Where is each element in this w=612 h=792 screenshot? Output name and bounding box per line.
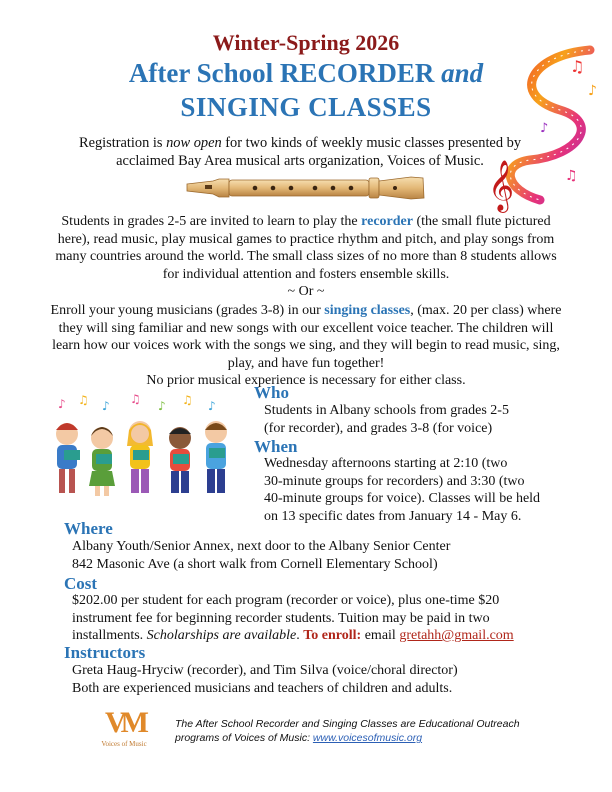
svg-text:♫: ♫ xyxy=(182,393,193,407)
footer-note xyxy=(175,717,575,745)
or-separator: ~ Or ~ xyxy=(287,284,325,299)
title-line-2: SINGING CLASSES xyxy=(180,92,432,122)
who-line-2: (for recorder), and grades 3-8 (for voice) xyxy=(264,420,493,436)
when-line-2: 30-minute groups for recorders) and 3:30 (two xyxy=(264,473,525,489)
enroll-text: email xyxy=(361,628,400,643)
intro-text-c: for two kinds of weekly music classes presented by acclaimed Bay Area musical arts organization, Voices of Music. xyxy=(116,135,522,169)
cost-installments: installments. xyxy=(72,628,147,643)
svg-text:♪: ♪ xyxy=(158,399,166,413)
intro-text-a: Registration is xyxy=(78,135,167,151)
intro-now-open: now open xyxy=(166,135,222,151)
who-line-1: Students in Albany schools from grades 2-5 xyxy=(264,403,509,418)
footer-line-2 xyxy=(175,731,575,745)
cost-heading: Cost xyxy=(64,574,98,593)
footer-programs-text: programs of Voices of Music: xyxy=(175,732,313,744)
cost-period: . xyxy=(296,628,304,643)
who-text xyxy=(264,402,584,437)
recorder-flute-image xyxy=(183,172,428,204)
logo-caption: Voices of Music xyxy=(101,740,147,748)
when-line-4: on 13 specific dates from January 14 - May 6. xyxy=(264,508,522,524)
svg-text:♪: ♪ xyxy=(102,399,110,413)
instructors-text xyxy=(72,662,572,697)
where-line-2: 842 Masonic Ave (a short walk from Cornell Elementary School) xyxy=(72,556,438,572)
cost-line-1: $202.00 per student for each program (recorder or voice), plus one-time $20 xyxy=(72,593,500,608)
singing-text-b: , (max. 20 per class) where they will sing familiar and new songs with our excellent voice teacher. The children will learn how our voices work with the songs we sing, and they will begin to read music, sing, play, and have fun together! xyxy=(52,303,562,371)
svg-text:♫: ♫ xyxy=(130,392,141,406)
svg-text:♫: ♫ xyxy=(78,393,89,407)
singing-highlight: singing classes xyxy=(324,303,411,318)
recorder-text-b: (the small flute pictured here), read music, play musical games to practice rhythm and pitch, and play songs from many countries around the world. The small class sizes of no more than 8 students allows for individual attention and fosters ensemble skills. xyxy=(55,214,557,282)
who-heading: Who xyxy=(254,383,289,402)
where-line-1: Albany Youth/Senior Annex, next door to the Albany Senior Center xyxy=(72,539,451,554)
music-ribbon-icon xyxy=(470,40,610,215)
singing-paragraph xyxy=(48,302,564,390)
svg-text:♪: ♪ xyxy=(58,397,66,411)
where-text xyxy=(72,538,572,573)
svg-text:♫: ♫ xyxy=(565,168,578,184)
enroll-email-link[interactable]: gretahh@gmail.com xyxy=(399,628,514,643)
recorder-paragraph xyxy=(52,213,560,283)
intro-paragraph xyxy=(60,134,540,170)
where-heading: Where xyxy=(64,519,113,538)
logo-letters: VM xyxy=(105,706,143,739)
instructors-line-1: Greta Haug-Hryciw (recorder), and Tim Silva (voice/choral director) xyxy=(72,663,458,678)
svg-text:♪: ♪ xyxy=(588,83,597,99)
scholarships-note: Scholarships are available xyxy=(146,628,297,643)
singing-text-c: No prior musical experience is necessary for either class. xyxy=(146,373,466,388)
singing-text-a: Enroll your young musicians (grades 3-8) in our xyxy=(50,303,325,318)
when-heading: When xyxy=(254,437,298,456)
svg-text:♪: ♪ xyxy=(540,121,549,136)
recorder-text-a: Students in grades 2-5 are invited to learn to play the xyxy=(61,214,362,229)
svg-text:𝄞: 𝄞 xyxy=(488,160,515,211)
svg-text:♫: ♫ xyxy=(570,57,585,76)
instructors-heading: Instructors xyxy=(64,643,146,662)
instructors-line-2: Both are experienced musicians and teachers of children and adults. xyxy=(72,680,453,696)
voices-of-music-logo xyxy=(98,706,150,752)
cost-line-3 xyxy=(72,627,572,645)
footer-line-1: The After School Recorder and Singing Classes are Educational Outreach xyxy=(175,718,520,730)
season-heading: Winter-Spring 2026 xyxy=(212,30,400,55)
cost-text xyxy=(72,592,572,645)
enroll-label: To enroll: xyxy=(303,628,362,643)
title-and: and xyxy=(441,58,484,88)
website-link[interactable]: www.voicesofmusic.org xyxy=(312,732,423,744)
children-singing-illustration xyxy=(40,388,240,508)
title-recorder: After School RECORDER xyxy=(128,58,442,88)
cost-line-2: instrument fee for beginning recorder students. Tuition may be paid in two xyxy=(72,610,490,626)
svg-text:♪: ♪ xyxy=(208,399,216,413)
recorder-highlight: recorder xyxy=(361,214,413,229)
when-line-1: Wednesday afternoons starting at 2:10 (two xyxy=(264,456,508,471)
when-line-3: 40-minute groups for voice). Classes will be held xyxy=(264,491,541,506)
when-text xyxy=(264,455,594,525)
